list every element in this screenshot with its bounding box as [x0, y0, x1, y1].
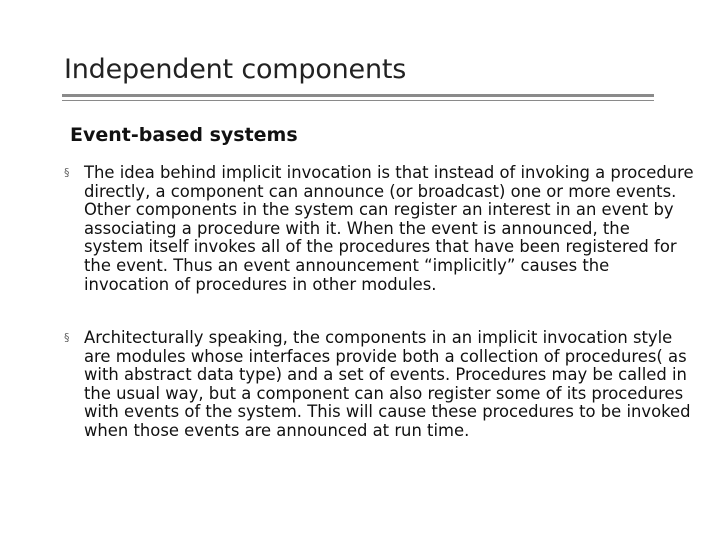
bullet-marker-icon: § [64, 166, 70, 179]
slide-title: Independent components [64, 54, 407, 85]
bullet-marker-icon: § [64, 331, 70, 344]
title-rule-thin [62, 100, 654, 101]
bullet-text: The idea behind implicit invocation is that instead of invoking a procedure directly, a component can announce (or broadcast) one or more events. Other components in the system can register an interest in an event by associating a procedure with it. When the event is announced, the system itself invokes all of the procedures that have been registered for the event. Thus an event announcement “implicitly” causes the invocation of procedures in other modules. [84, 163, 694, 294]
bullet-text: Architecturally speaking, the components in an implicit invocation style are modules whose interfaces provide both a collection of procedures( as with abstract data type) and a set of events. Procedures may be called in the usual way, but a component can also register some of its procedures with events of the system. This will cause these procedures to be invoked when those events are announced at run time. [84, 328, 691, 440]
title-rule-thick [62, 94, 654, 97]
section-heading: Event-based systems [70, 124, 298, 146]
bullet-item [64, 164, 694, 294]
bullet-item [64, 329, 694, 441]
